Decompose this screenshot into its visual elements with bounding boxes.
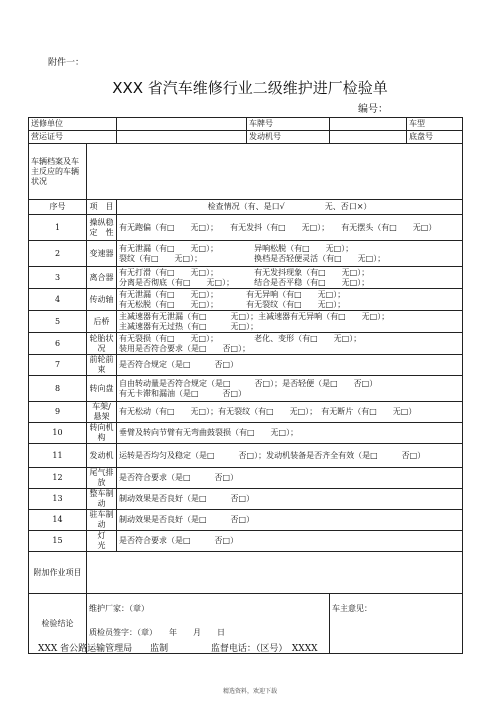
row-check[interactable] (117, 510, 463, 531)
check-line: 装用是否符合要求（是□ 否□）； (119, 343, 251, 353)
row-item: 灯 光 (87, 531, 117, 552)
download-note: 精选资料，欢迎下载 (222, 688, 277, 695)
send-unit-value[interactable] (117, 118, 247, 131)
row-check[interactable] (117, 468, 463, 489)
check-line: 分离是否彻底（有□ 无□）； 结合是否平稳（有□ 无□）； (119, 277, 370, 287)
row-number: 7 (29, 355, 87, 376)
check-line: 有无裂损（有□ 无□）； 老化、变形（有□ 无□）； (119, 333, 362, 343)
table-row (29, 444, 463, 468)
row-check[interactable] (117, 531, 463, 552)
send-unit-label: 送修单位 (29, 118, 117, 131)
archive-value[interactable] (87, 144, 463, 200)
owner-opinion-label: 车主意见： (332, 604, 372, 613)
check-line: 有无泄漏（有□ 无□）； 异响松脱（有□ 无□）； (119, 243, 354, 253)
row-number: 12 (29, 468, 87, 489)
attachment-label: 附件一： (48, 58, 85, 68)
extra-work-label: 附加作业项目 (29, 552, 87, 594)
check-line: 有无松动（有□ 无□）；有无裂纹（有□ 无□）； 有无断片（有□ 无□） (119, 407, 417, 416)
row-check[interactable] (117, 376, 463, 402)
table-row (29, 333, 463, 355)
row-check[interactable] (117, 241, 463, 267)
row-item: 转向盘 (87, 376, 117, 402)
table-row (29, 289, 463, 311)
license-value[interactable] (117, 131, 247, 144)
row-item: 变速器 (87, 241, 117, 267)
table-row (29, 402, 463, 423)
row-check[interactable] (117, 333, 463, 355)
row-number: 14 (29, 510, 87, 531)
license-label: 营运证号 (29, 131, 117, 144)
engine-label: 发动机号 (247, 131, 330, 144)
plate-label: 车牌号 (247, 118, 330, 131)
row-check[interactable] (117, 489, 463, 510)
row-check[interactable] (117, 355, 463, 376)
table-row (29, 423, 463, 444)
check-line: 是否符合要求（是□ 否□） (119, 536, 239, 545)
check-line: 有无打滑（有□ 无□）； 有无发抖现象（有□ 无□）； (119, 267, 370, 277)
row-number: 15 (29, 531, 87, 552)
row-check[interactable] (117, 289, 463, 311)
phone-label: 监督电话：（区号） XXXX (210, 644, 318, 654)
table-row (29, 489, 463, 510)
row-item: 离合器 (87, 267, 117, 289)
row-check[interactable] (117, 215, 463, 241)
row-number: 11 (29, 444, 87, 468)
row-item: 发动机 (87, 444, 117, 468)
form-title: XXX 省汽车维修行业二级维护进厂检验单 (112, 79, 388, 97)
row-item: 尾气排放 (87, 468, 117, 489)
row-number: 5 (29, 311, 87, 333)
row-check[interactable] (117, 402, 463, 423)
verify-label: 检验结论 (29, 594, 87, 654)
row-check[interactable] (117, 444, 463, 468)
serial-number-label: 编号： (358, 104, 388, 115)
chassis-label: 底盘号 (407, 131, 463, 144)
check-line: 有无卡滞和漏油（是□ 否□） (119, 388, 247, 398)
inspector-label: 质检员签字：（章） 年 月 日 (89, 628, 225, 637)
row-item: 驻车制动 (87, 510, 117, 531)
check-line: 主减速器有无过热（有□ 无□）； (119, 321, 259, 331)
row-number: 4 (29, 289, 87, 311)
row-number: 8 (29, 376, 87, 402)
row-check[interactable] (117, 311, 463, 333)
plate-value[interactable] (330, 118, 407, 131)
check-line: 是否符合规定（是□ 否□） (119, 360, 239, 369)
row-number: 10 (29, 423, 87, 444)
check-line: 是否符合要求（是□ 否□） (119, 473, 239, 482)
table-row (29, 355, 463, 376)
row-item: 轮胎状况 (87, 333, 117, 355)
check-line: 制动效果是否良好（是□ 否□） (119, 494, 255, 503)
extra-work-value[interactable] (87, 552, 463, 594)
footer (38, 641, 368, 654)
table-row (29, 468, 463, 489)
table-row (29, 311, 463, 333)
row-number: 6 (29, 333, 87, 355)
inspection-table (28, 117, 463, 654)
check-line: 有无松脱（有□ 无□）； 有无裂纹（有□ 无□）； (119, 299, 346, 309)
check-line: 运转是否均匀及稳定（是□ 否□）；发动机装备是否齐全有效（是□ 否□） (119, 450, 426, 460)
check-line: 制动效果是否良好（是□ 否□） (119, 515, 255, 524)
engine-value[interactable] (330, 131, 407, 144)
check-header: 检查情况（有、是口√ 无、否口×） (117, 200, 463, 215)
row-number: 13 (29, 489, 87, 510)
table-row (29, 215, 463, 241)
row-check[interactable] (117, 423, 463, 444)
row-item: 传动轴 (87, 289, 117, 311)
row-item: 转向机构 (87, 423, 117, 444)
row-item: 前轮前束 (87, 355, 117, 376)
row-number: 3 (29, 267, 87, 289)
model-label: 车型 (407, 118, 463, 131)
row-check[interactable] (117, 267, 463, 289)
row-number: 9 (29, 402, 87, 423)
item-header: 项 目 (87, 200, 117, 215)
check-line: 有无泄漏（有□ 无□）； 有无异响（有□ 无□）； (119, 289, 346, 299)
check-line: 裂纹（有□ 无□）； 换档是否轻便灵活（有□ 无□）； (119, 253, 386, 263)
check-line: 垂臂及转向节臂有无弯曲鼓裂损（有□ 无□）； (119, 428, 299, 437)
row-item: 操纵稳定 性 (87, 215, 117, 241)
check-line: 有无跑偏（有□ 无□）； 有无发抖（有□ 无□）； 有无摆头（有□ 无□） (119, 222, 437, 232)
factory-label: 维护厂家：（章） (89, 604, 149, 613)
table-row (29, 376, 463, 402)
row-number: 1 (29, 215, 87, 241)
row-item: 车架/悬架 (87, 402, 117, 423)
archive-label: 车辆档案及车主反应的车辆状况 (29, 144, 87, 200)
row-item: 整车制动 (87, 489, 117, 510)
row-number: 2 (29, 241, 87, 267)
table-row (29, 531, 463, 552)
check-line: 主减速器有无泄漏（有□ 无□）；主减速器有无异响（有□ 无□）； (119, 311, 390, 321)
row-item: 后桥 (87, 311, 117, 333)
table-row (29, 241, 463, 267)
authority-label: XXX 省公路运输管理局 监制 (38, 644, 169, 654)
table-row (29, 510, 463, 531)
check-line: 自由转动量是否符合规定（是□ 否□）；是否轻便（是□ 否□） (119, 378, 378, 388)
table-row (29, 267, 463, 289)
seq-header: 序号 (29, 200, 87, 215)
